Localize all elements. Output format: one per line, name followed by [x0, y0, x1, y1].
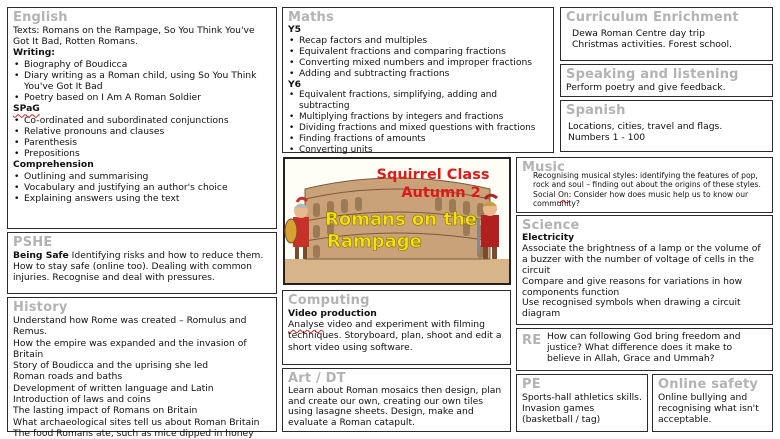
spanish-title: Spanish — [566, 103, 626, 118]
list-item: • Prepositions — [13, 148, 272, 159]
english-writing-heading: Writing: — [13, 47, 55, 59]
history-line: Development of written language and Latin — [13, 382, 214, 394]
pe-title: PE — [522, 377, 541, 392]
computing-title: Computing — [288, 293, 370, 308]
poster-topic-line-2: Rampage — [327, 231, 422, 252]
spanish-line-2: Numbers 1 - 100 — [568, 132, 646, 144]
history-title: History — [13, 300, 68, 315]
online-safety-text: Online bullying and recognising what isn't acceptable. — [658, 392, 759, 426]
science-title: Science — [522, 218, 580, 233]
poster-term: Autumn 2 — [401, 185, 481, 201]
history-line: Roman roads and baths — [13, 371, 123, 383]
english-writing-list — [13, 59, 272, 104]
music-text-b: : Consider how does music help us to know our community? — [533, 189, 749, 209]
speaking-text: Perform poetry and give feedback. — [566, 82, 726, 93]
science-line-3: Use recognised symbols when drawing a circuit diagram — [522, 297, 741, 320]
computing-analyse: Analyse — [288, 319, 325, 331]
english-panel — [7, 7, 277, 229]
computing-heading: Video production — [288, 308, 377, 319]
list-item: • Adding and subtracting fractions — [288, 69, 549, 80]
list-item: • Poetry based on I Am A Roman Soldier — [13, 92, 272, 103]
spanish-panel — [560, 100, 773, 152]
list-item: • Parenthesis — [13, 137, 272, 148]
re-panel — [516, 328, 773, 371]
art-text: Learn about Roman mosaics then design, plan and create our own, creating our own tiles using lasagne sheets. Design, make and evaluate a Roman catapult. — [288, 385, 502, 428]
re-title: RE — [522, 333, 542, 348]
list-item: • Equivalent fractions, simplifying, adding and subtracting — [288, 90, 549, 112]
pshe-panel — [7, 232, 277, 294]
history-line: Introduction of laws and coins — [13, 394, 151, 406]
enrichment-panel — [560, 7, 773, 61]
history-line: The lasting impact of Romans on Britain — [13, 405, 198, 417]
history-panel — [7, 297, 277, 439]
english-title: English — [13, 10, 68, 25]
enrichment-title: Curriculum Enrichment — [566, 10, 739, 25]
list-item: • Outlining and summarising — [13, 171, 272, 182]
english-comprehension-list — [13, 171, 272, 205]
history-line: How the empire was expanded and the invasion of Britain — [13, 337, 247, 360]
art-panel — [282, 368, 511, 432]
pshe-title: PSHE — [13, 235, 53, 250]
science-panel — [516, 215, 773, 325]
pshe-bold: Being Safe — [13, 250, 69, 261]
speaking-title: Speaking and listening — [566, 67, 739, 82]
maths-panel — [282, 7, 554, 153]
music-title: Music — [522, 160, 566, 175]
list-item: • Co-ordinated and subordinated conjunctions — [13, 115, 272, 126]
science-line-1: Associate the brightness of a lamp or the volume of a buzzer with the number of voltage of cells in the circuit — [522, 242, 761, 276]
list-item: • Vocabulary and justifying an author's choice — [13, 182, 272, 193]
science-heading: Electricity — [522, 232, 575, 243]
speaking-panel — [560, 64, 773, 97]
list-item: • Multiplying fractions by integers and fractions — [288, 112, 549, 123]
list-item: • Explaining answers using the text — [13, 193, 272, 204]
english-spag-list — [13, 115, 272, 160]
history-line: Understand how Rome was created – Romulus and Remus. — [13, 315, 247, 338]
enrichment-line-2: Christmas activities. Forest school. — [572, 39, 732, 51]
list-item: • Converting units — [288, 145, 549, 156]
spanish-line-1: Locations, cities, travel and flags. — [568, 121, 723, 132]
list-item: • Finding fractions of amounts — [288, 134, 549, 145]
maths-title: Maths — [288, 10, 334, 25]
english-spag-heading: SPaG — [13, 103, 40, 115]
english-texts: Texts: Romans on the Rampage, So You Think You've Got It Bad, Rotten Romans. — [13, 25, 255, 48]
topic-poster — [283, 157, 511, 285]
pe-panel — [516, 374, 648, 432]
computing-panel — [282, 290, 511, 365]
list-item: • Diary writing as a Roman child, using So You Think You've Got It Bad — [13, 70, 272, 92]
art-title: Art / DT — [288, 371, 346, 386]
maths-y6-heading: Y6 — [288, 78, 302, 90]
list-item: • Recap factors and multiples — [288, 36, 549, 47]
list-item: • Converting mixed numbers and improper fractions — [288, 58, 549, 69]
pshe-text: Identifying risks and how to reduce them. How to stay safe (online too). Dealing with common injuries. Recognise and deal with pressures. — [13, 250, 264, 284]
list-item: • Equivalent fractions and comparing fractions — [288, 47, 549, 58]
maths-y5-heading: Y5 — [288, 24, 302, 35]
pe-text: Sports-hall athletics skills. Invasion games (basketball / tag) — [522, 392, 642, 426]
music-text-a: Recognising musical styles: identifying the features of pop, rock and soul – finding out about the origins of these styles. Social — [533, 171, 761, 199]
history-line: What archaeological sites tell us about Roman Britain — [13, 416, 260, 428]
history-line: The food Romans ate, such as mice dipped in honey — [13, 427, 254, 439]
online-safety-title: Online safety — [658, 377, 759, 392]
history-line: Story of Boudicca and the uprising she led — [13, 360, 209, 372]
poster-topic-line-1: Romans on the — [325, 209, 477, 230]
online-safety-panel — [652, 374, 773, 432]
poster-class-name: Squirrel Class — [376, 167, 490, 183]
list-item: • Biography of Boudicca — [13, 59, 272, 70]
list-item: • Dividing fractions and mixed questions with fractions — [288, 123, 549, 134]
colosseum-illustration — [285, 159, 509, 283]
re-text: How can following God bring freedom and justice? What difference does it make to believe in Allah, Grace and Ummah? — [547, 331, 741, 365]
music-panel — [516, 157, 773, 213]
music-text-on: On — [557, 189, 569, 199]
enrichment-line-1: Dewa Roman Centre day trip — [572, 28, 705, 39]
science-line-2: Compare and give reasons for variations in how components function — [522, 275, 743, 298]
computing-text: video and experiment with filming techniques. Storyboard, plan, shoot and edit a short video using software. — [288, 319, 502, 353]
list-item: • Relative pronouns and clauses — [13, 126, 272, 137]
english-comprehension-heading: Comprehension — [13, 159, 94, 171]
